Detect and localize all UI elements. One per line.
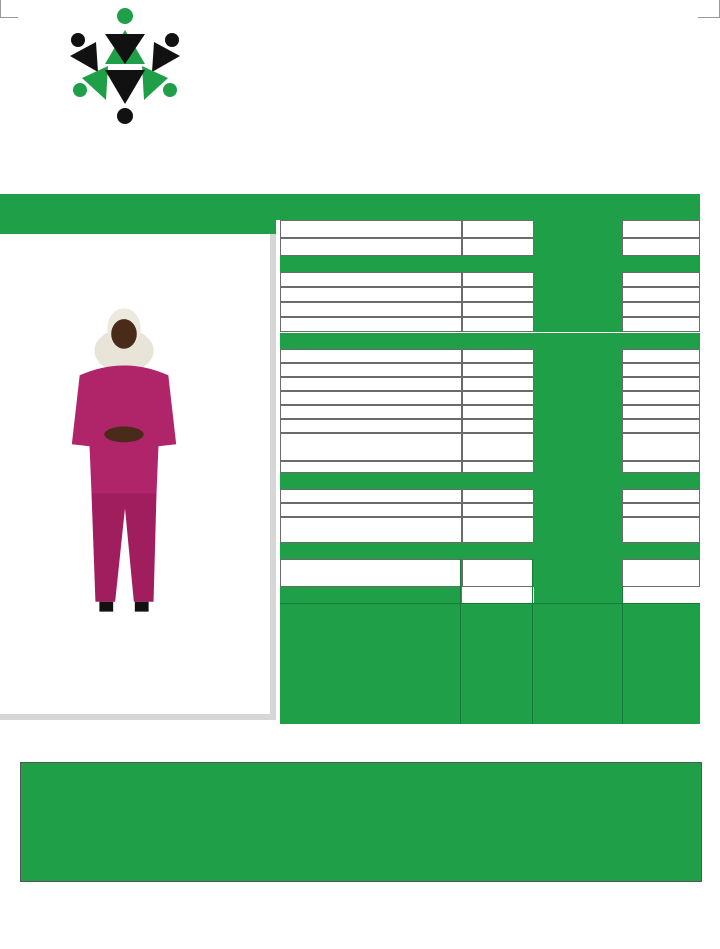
height-label xyxy=(138,194,196,220)
application-row-spacer xyxy=(534,405,622,419)
application-row-label xyxy=(280,391,462,405)
application-row-value xyxy=(462,433,534,461)
language-row-label xyxy=(280,503,462,517)
salary-value xyxy=(462,220,534,238)
complexion-label xyxy=(0,194,138,220)
salary-value-2 xyxy=(534,220,622,238)
weight-label xyxy=(196,194,276,220)
language-row-label xyxy=(280,489,462,503)
application-row-value xyxy=(462,349,534,363)
passport-header xyxy=(280,256,700,272)
position-label xyxy=(280,559,462,587)
passport-row-spacer xyxy=(534,302,622,317)
language-row-value xyxy=(534,489,622,503)
application-row-label-ar xyxy=(622,405,700,419)
skills-table xyxy=(20,762,702,882)
application-row-label xyxy=(280,377,462,391)
period-value xyxy=(534,587,622,603)
language-row-value xyxy=(462,489,534,503)
application-row-spacer xyxy=(534,363,622,377)
passport-row-label xyxy=(280,302,462,317)
date-spacer xyxy=(460,194,532,220)
photo-frame xyxy=(0,234,276,720)
language-header xyxy=(280,473,700,489)
date-label xyxy=(276,194,460,220)
application-row-label xyxy=(280,405,462,419)
passport-row-label xyxy=(280,317,462,332)
employment-divider-1 xyxy=(460,559,461,724)
employment-divider-2 xyxy=(532,559,533,724)
application-row-spacer xyxy=(534,391,622,405)
passport-row-value xyxy=(462,317,534,332)
contract-value-ar xyxy=(534,238,622,256)
passport-row-value xyxy=(462,272,534,287)
period-label xyxy=(534,559,622,587)
application-row-label-ar xyxy=(622,391,700,405)
date-label-ar xyxy=(622,194,700,220)
passport-row-spacer xyxy=(534,272,622,287)
language-row-label-ar xyxy=(622,489,700,503)
language-row-label-ar xyxy=(622,517,700,543)
application-row-spacer xyxy=(534,433,622,461)
application-row-label-ar xyxy=(622,419,700,433)
language-row-label-ar xyxy=(622,503,700,517)
contract-label xyxy=(280,238,462,256)
contract-value xyxy=(462,238,534,256)
weight-value xyxy=(196,220,276,234)
passport-row-label xyxy=(280,272,462,287)
salary-label-ar xyxy=(622,220,700,238)
application-row-spacer xyxy=(534,461,622,473)
country-label xyxy=(622,559,700,587)
passport-row-label-ar xyxy=(622,272,700,287)
language-row-value xyxy=(462,517,534,543)
date-value xyxy=(532,194,622,220)
passport-row-spacer xyxy=(534,317,622,332)
page-corner-right xyxy=(698,0,720,18)
application-row-value xyxy=(462,461,534,473)
application-row-label xyxy=(280,363,462,377)
application-row-spacer xyxy=(534,419,622,433)
application-row-value xyxy=(462,391,534,405)
passport-row-label-ar xyxy=(622,287,700,302)
complexion-value xyxy=(0,220,138,234)
application-row-label-ar xyxy=(622,349,700,363)
language-row-label xyxy=(280,517,462,543)
application-row-spacer xyxy=(534,377,622,391)
employment-blank-area xyxy=(280,603,700,724)
application-row-label xyxy=(280,433,462,461)
height-value xyxy=(138,220,196,234)
candidate-photo xyxy=(60,294,188,624)
passport-row-spacer xyxy=(534,287,622,302)
salary-label xyxy=(280,220,462,238)
position-label-spacer xyxy=(462,559,534,587)
contract-label-ar xyxy=(622,238,700,256)
passport-row-label-ar xyxy=(622,317,700,332)
position-value xyxy=(280,587,462,603)
application-row-spacer xyxy=(534,349,622,363)
application-row-value xyxy=(462,419,534,433)
application-header xyxy=(280,333,700,349)
passport-row-value xyxy=(462,302,534,317)
application-row-label xyxy=(280,419,462,433)
application-row-value xyxy=(462,377,534,391)
language-row-value xyxy=(534,517,622,543)
application-row-label-ar xyxy=(622,377,700,391)
application-row-label xyxy=(280,461,462,473)
page-corner-left xyxy=(0,0,18,18)
application-row-value xyxy=(462,405,534,419)
application-row-value xyxy=(462,363,534,377)
passport-row-label xyxy=(280,287,462,302)
application-row-label-ar xyxy=(622,363,700,377)
language-row-spacer xyxy=(534,503,622,517)
application-row-label xyxy=(280,349,462,363)
employment-divider-3 xyxy=(622,587,623,724)
language-row-value xyxy=(462,503,534,517)
passport-row-value xyxy=(462,287,534,302)
passport-row-label-ar xyxy=(622,302,700,317)
employment-header xyxy=(280,543,700,559)
company-logo-icon xyxy=(60,8,190,126)
application-row-label-ar xyxy=(622,461,700,473)
application-row-label-ar xyxy=(622,433,700,461)
